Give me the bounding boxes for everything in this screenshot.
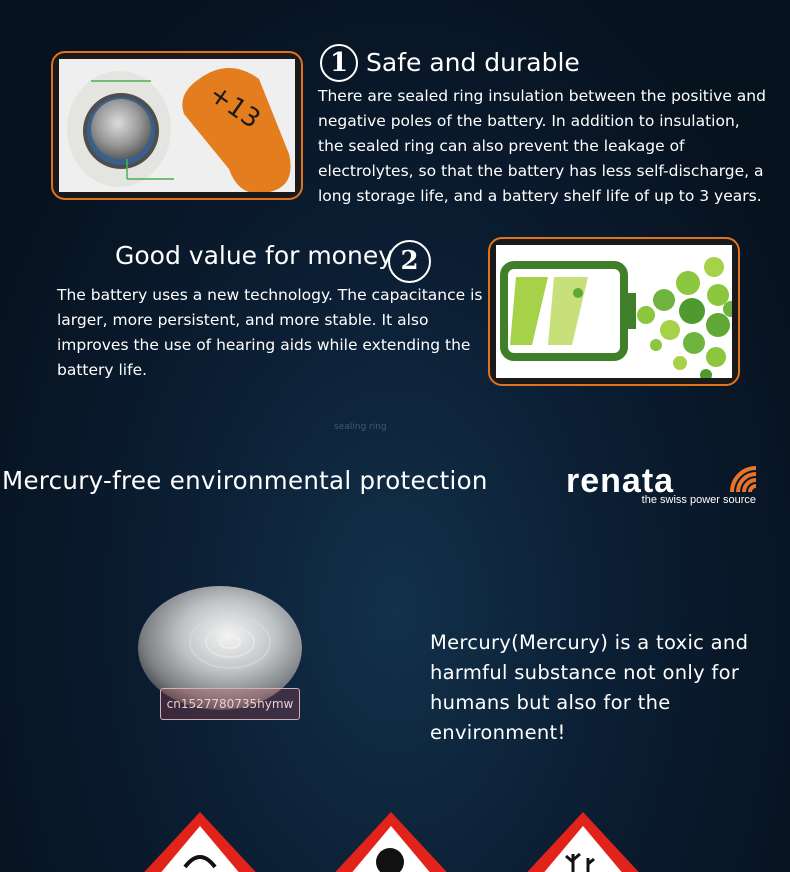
brand-name: renata [566, 462, 675, 500]
hearing-aid-battery-photo [59, 59, 295, 192]
step-number-2: 2 [388, 240, 431, 283]
section2-title: Good value for money [115, 241, 394, 270]
brand-tagline: the swiss power source [641, 494, 756, 506]
hazard-environment-icon [518, 812, 648, 872]
step-number-1: 1 [320, 44, 358, 82]
mercury-warning-text: Mercury(Mercury) is a toxic and harmful substance not only for humans but also for the environment! [430, 631, 749, 744]
section2-text: The battery uses a new technology. The capacitance is larger, more persistent, and more stable. It also improves the use of hearing aids while extending the battery life. [57, 286, 483, 379]
hazard-health-icon [135, 812, 265, 872]
green-battery-card [488, 237, 740, 386]
renata-logo [566, 462, 758, 512]
mercury-free-title: Mercury-free environmental protection [2, 466, 488, 495]
sealing-ring-label: sealing ring [334, 422, 387, 432]
section1-text: There are sealed ring insulation between the positive and negative poles of the battery. In addition to insulation, the sealed ring can also prevent the leakage of electrolytes, so that the battery has less self-discharge, a long storage life, and a battery shelf life of up to 3 years. [318, 87, 766, 205]
brand-signal-icon [730, 466, 758, 494]
battery-image-card [51, 51, 303, 200]
watermark-label: cn1527780735hymw [160, 688, 300, 720]
hazard-exclamation-icon [326, 812, 456, 872]
battery-tab-label: +13 [203, 78, 266, 135]
green-battery-graphic [496, 245, 732, 378]
section1-title: Safe and durable [366, 48, 580, 77]
